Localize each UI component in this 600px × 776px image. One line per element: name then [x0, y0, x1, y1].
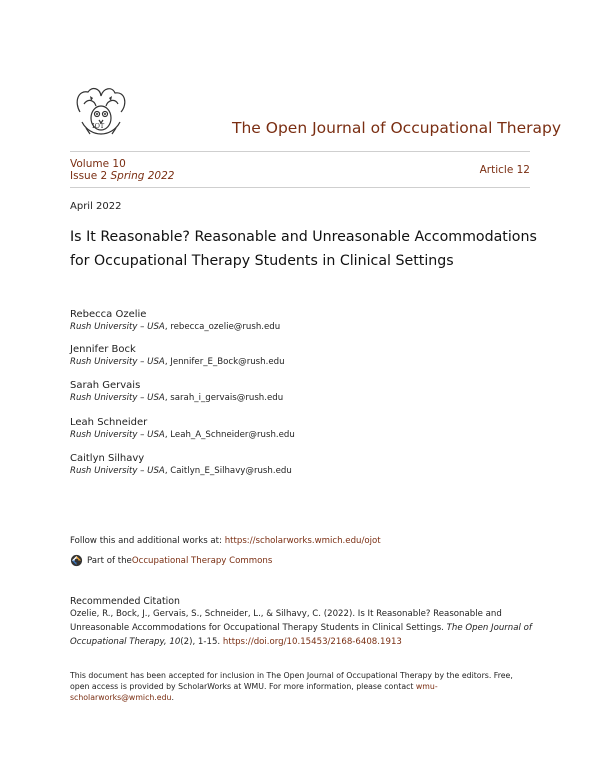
author-name: Caitlyn Silhavy [70, 453, 145, 464]
recommended-citation-heading: Recommended Citation [70, 596, 180, 607]
publication-date: April 2022 [70, 201, 122, 212]
issue-link[interactable] [70, 170, 174, 182]
follow-line [70, 536, 381, 546]
citation-issue: (2), 1-15. [180, 637, 223, 647]
author-block [70, 452, 292, 478]
author-block [70, 343, 285, 369]
doi-link[interactable]: https://doi.org/10.15453/2168-6408.1913 [222, 637, 402, 647]
citation-body: Ozelie, R., Bock, J., Gervais, S., Schneider, L., & Silhavy, C. (2022). Is It Reasonable? Reasonable and Unreasonable Accommodations for Occupational Therapy Students in Clinical Settings. [70, 609, 502, 633]
author-email: sarah_i_gervais@rush.edu [170, 393, 284, 403]
header-divider [70, 151, 530, 152]
author-affiliation: Rush University – USA, Leah_A_Schneider@rush.edu [70, 430, 295, 440]
author-email: Caitlyn_E_Silhavy@rush.edu [170, 466, 292, 476]
author-email: Jennifer_E_Bock@rush.edu [170, 357, 285, 367]
author-affiliation: Rush University – USA, rebecca_ozelie@rush.edu [70, 322, 281, 332]
issue-season: Spring 2022 [110, 170, 175, 182]
author-affiliation: Rush University – USA, Jennifer_E_Bock@rush.edu [70, 357, 285, 367]
volume-link[interactable]: Volume 10 [70, 158, 126, 170]
journal-title[interactable]: The Open Journal of Occupational Therapy [232, 119, 562, 137]
author-affiliation: Rush University – USA, Caitlyn_E_Silhavy@rush.edu [70, 466, 292, 476]
article-title: Is It Reasonable? Reasonable and Unreasonable Accommodations for Occupational Therapy Students in Clinical Settings [70, 229, 537, 269]
commons-icon [70, 554, 83, 567]
citation-text [70, 607, 535, 649]
author-block [70, 308, 280, 334]
access-text: This document has been accepted for inclusion in The Open Journal of Occupational Therapy by the editors. Free, open access is provided by ScholarWorks at WMU. For more information, please contact [70, 671, 513, 691]
follow-text: Follow this and additional works at: [70, 536, 225, 546]
author-name: Rebecca Ozelie [70, 309, 147, 320]
author-block [70, 416, 295, 442]
wmu-seal-icon [70, 82, 132, 140]
contact-email-link[interactable]: wmu-scholarworks@wmich.edu [70, 682, 438, 702]
issue-divider [70, 187, 530, 188]
author-name: Sarah Gervais [70, 380, 141, 391]
issue-number: Issue 2 [70, 170, 108, 182]
author-email: Leah_A_Schneider@rush.edu [170, 430, 295, 440]
part-of-text: Part of the [87, 555, 132, 566]
author-email: rebecca_ozelie@rush.edu [170, 322, 281, 332]
author-name: Leah Schneider [70, 417, 148, 428]
part-of-line [70, 554, 272, 567]
author-affiliation: Rush University – USA, sarah_i_gervais@rush.edu [70, 393, 284, 403]
author-block [70, 379, 283, 405]
access-statement: This document has been accepted for inclusion in The Open Journal of Occupational Therapy by the editors. Free, open access is provided by ScholarWorks at WMU. For more information, please contact wmu-scholarworks@wmich.edu. [70, 671, 513, 702]
citation-journal: The Open Journal of Occupational Therapy, 10 [70, 623, 532, 647]
commons-link[interactable]: Occupational Therapy Commons [131, 555, 273, 566]
follow-link[interactable]: https://scholarworks.wmich.edu/ojot [224, 536, 381, 546]
article-number[interactable]: Article 12 [479, 164, 530, 176]
svg-text:IOT: IOT [92, 122, 105, 130]
author-name: Jennifer Bock [70, 344, 136, 355]
